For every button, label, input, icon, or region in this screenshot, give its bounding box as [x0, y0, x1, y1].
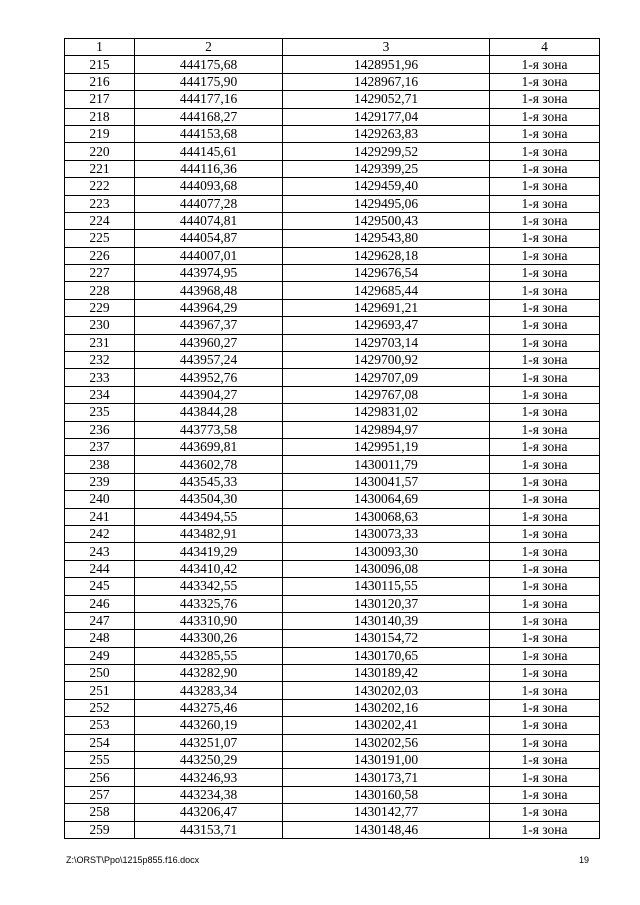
zone-cell: 1-я зона — [490, 73, 600, 90]
y-coordinate-cell: 1429052,71 — [283, 91, 490, 108]
point-number-cell: 241 — [65, 508, 135, 525]
point-number-cell: 244 — [65, 560, 135, 577]
y-coordinate-cell: 1430093,30 — [283, 543, 490, 560]
zone-cell: 1-я зона — [490, 265, 600, 282]
zone-cell: 1-я зона — [490, 525, 600, 542]
table-row — [65, 473, 600, 490]
x-coordinate-cell: 443844,28 — [135, 404, 283, 421]
zone-cell: 1-я зона — [490, 438, 600, 455]
x-coordinate-cell: 444153,68 — [135, 125, 283, 142]
y-coordinate-cell: 1429399,25 — [283, 160, 490, 177]
x-coordinate-cell: 443260,19 — [135, 717, 283, 734]
table-row — [65, 543, 600, 560]
zone-cell: 1-я зона — [490, 299, 600, 316]
zone-cell: 1-я зона — [490, 125, 600, 142]
point-number-cell: 227 — [65, 265, 135, 282]
table-row — [65, 230, 600, 247]
y-coordinate-cell: 1429831,02 — [283, 404, 490, 421]
zone-cell: 1-я зона — [490, 804, 600, 821]
point-number-cell: 234 — [65, 386, 135, 403]
y-coordinate-cell: 1429263,83 — [283, 125, 490, 142]
y-coordinate-cell: 1429543,80 — [283, 230, 490, 247]
table-header-row — [65, 39, 600, 56]
table-row — [65, 821, 600, 838]
y-coordinate-cell: 1430096,08 — [283, 560, 490, 577]
zone-cell: 1-я зона — [490, 717, 600, 734]
zone-cell: 1-я зона — [490, 699, 600, 716]
table-body — [65, 56, 600, 839]
y-coordinate-cell: 1430073,33 — [283, 525, 490, 542]
table-row — [65, 160, 600, 177]
table-row — [65, 717, 600, 734]
x-coordinate-cell: 443967,37 — [135, 317, 283, 334]
zone-cell: 1-я зона — [490, 230, 600, 247]
x-coordinate-cell: 443904,27 — [135, 386, 283, 403]
x-coordinate-cell: 443952,76 — [135, 369, 283, 386]
zone-cell: 1-я зона — [490, 352, 600, 369]
point-number-cell: 240 — [65, 491, 135, 508]
y-coordinate-cell: 1429767,08 — [283, 386, 490, 403]
y-coordinate-cell: 1429177,04 — [283, 108, 490, 125]
table-row — [65, 804, 600, 821]
coordinates-table — [64, 38, 600, 839]
table-row — [65, 91, 600, 108]
x-coordinate-cell: 443494,55 — [135, 508, 283, 525]
zone-cell: 1-я зона — [490, 160, 600, 177]
table-row — [65, 699, 600, 716]
x-coordinate-cell: 443602,78 — [135, 456, 283, 473]
table-row — [65, 143, 600, 160]
zone-cell: 1-я зона — [490, 195, 600, 212]
y-coordinate-cell: 1429676,54 — [283, 265, 490, 282]
point-number-cell: 228 — [65, 282, 135, 299]
y-coordinate-cell: 1430115,55 — [283, 578, 490, 595]
y-coordinate-cell: 1430148,46 — [283, 821, 490, 838]
table-row — [65, 647, 600, 664]
point-number-cell: 259 — [65, 821, 135, 838]
table-row — [65, 438, 600, 455]
y-coordinate-cell: 1430170,65 — [283, 647, 490, 664]
y-coordinate-cell: 1430154,72 — [283, 630, 490, 647]
table-row — [65, 525, 600, 542]
y-coordinate-cell: 1429951,19 — [283, 438, 490, 455]
zone-cell: 1-я зона — [490, 821, 600, 838]
x-coordinate-cell: 443410,42 — [135, 560, 283, 577]
x-coordinate-cell: 443699,81 — [135, 438, 283, 455]
zone-cell: 1-я зона — [490, 560, 600, 577]
point-number-cell: 219 — [65, 125, 135, 142]
y-coordinate-cell: 1429685,44 — [283, 282, 490, 299]
y-coordinate-cell: 1429894,97 — [283, 421, 490, 438]
point-number-cell: 218 — [65, 108, 135, 125]
zone-cell: 1-я зона — [490, 612, 600, 629]
point-number-cell: 221 — [65, 160, 135, 177]
x-coordinate-cell: 444145,61 — [135, 143, 283, 160]
y-coordinate-cell: 1429691,21 — [283, 299, 490, 316]
point-number-cell: 243 — [65, 543, 135, 560]
zone-cell: 1-я зона — [490, 752, 600, 769]
table-row — [65, 334, 600, 351]
point-number-cell: 252 — [65, 699, 135, 716]
zone-cell: 1-я зона — [490, 212, 600, 229]
table-row — [65, 595, 600, 612]
zone-cell: 1-я зона — [490, 473, 600, 490]
zone-cell: 1-я зона — [490, 178, 600, 195]
table-row — [65, 491, 600, 508]
y-coordinate-cell: 1430202,41 — [283, 717, 490, 734]
point-number-cell: 231 — [65, 334, 135, 351]
point-number-cell: 236 — [65, 421, 135, 438]
point-number-cell: 223 — [65, 195, 135, 212]
x-coordinate-cell: 443545,33 — [135, 473, 283, 490]
point-number-cell: 247 — [65, 612, 135, 629]
table-row — [65, 352, 600, 369]
point-number-cell: 253 — [65, 717, 135, 734]
y-coordinate-cell: 1429628,18 — [283, 247, 490, 264]
point-number-cell: 254 — [65, 734, 135, 751]
x-coordinate-cell: 443964,29 — [135, 299, 283, 316]
point-number-cell: 249 — [65, 647, 135, 664]
zone-cell: 1-я зона — [490, 578, 600, 595]
point-number-cell: 217 — [65, 91, 135, 108]
column-header-1: 1 — [65, 39, 135, 56]
x-coordinate-cell: 443310,90 — [135, 612, 283, 629]
page-number: 19 — [579, 855, 590, 865]
x-coordinate-cell: 443325,76 — [135, 595, 283, 612]
y-coordinate-cell: 1430191,00 — [283, 752, 490, 769]
y-coordinate-cell: 1429495,06 — [283, 195, 490, 212]
x-coordinate-cell: 443960,27 — [135, 334, 283, 351]
x-coordinate-cell: 444077,28 — [135, 195, 283, 212]
zone-cell: 1-я зона — [490, 456, 600, 473]
y-coordinate-cell: 1430068,63 — [283, 508, 490, 525]
x-coordinate-cell: 444093,68 — [135, 178, 283, 195]
table-row — [65, 247, 600, 264]
point-number-cell: 239 — [65, 473, 135, 490]
x-coordinate-cell: 443251,07 — [135, 734, 283, 751]
y-coordinate-cell: 1430011,79 — [283, 456, 490, 473]
x-coordinate-cell: 443974,95 — [135, 265, 283, 282]
table-row — [65, 456, 600, 473]
point-number-cell: 216 — [65, 73, 135, 90]
x-coordinate-cell: 443504,30 — [135, 491, 283, 508]
table-row — [65, 178, 600, 195]
x-coordinate-cell: 443275,46 — [135, 699, 283, 716]
y-coordinate-cell: 1430160,58 — [283, 786, 490, 803]
y-coordinate-cell: 1428967,16 — [283, 73, 490, 90]
y-coordinate-cell: 1430189,42 — [283, 665, 490, 682]
table-row — [65, 317, 600, 334]
x-coordinate-cell: 443285,55 — [135, 647, 283, 664]
y-coordinate-cell: 1429693,47 — [283, 317, 490, 334]
x-coordinate-cell: 443246,93 — [135, 769, 283, 786]
point-number-cell: 235 — [65, 404, 135, 421]
table-row — [65, 578, 600, 595]
point-number-cell: 233 — [65, 369, 135, 386]
zone-cell: 1-я зона — [490, 786, 600, 803]
zone-cell: 1-я зона — [490, 369, 600, 386]
point-number-cell: 257 — [65, 786, 135, 803]
table-row — [65, 73, 600, 90]
y-coordinate-cell: 1429703,14 — [283, 334, 490, 351]
x-coordinate-cell: 443773,58 — [135, 421, 283, 438]
x-coordinate-cell: 443282,90 — [135, 665, 283, 682]
table-row — [65, 508, 600, 525]
point-number-cell: 230 — [65, 317, 135, 334]
y-coordinate-cell: 1430140,39 — [283, 612, 490, 629]
x-coordinate-cell: 444175,90 — [135, 73, 283, 90]
point-number-cell: 229 — [65, 299, 135, 316]
point-number-cell: 225 — [65, 230, 135, 247]
y-coordinate-cell: 1430202,56 — [283, 734, 490, 751]
x-coordinate-cell: 443957,24 — [135, 352, 283, 369]
zone-cell: 1-я зона — [490, 647, 600, 664]
table-row — [65, 769, 600, 786]
x-coordinate-cell: 443968,48 — [135, 282, 283, 299]
table-row — [65, 682, 600, 699]
y-coordinate-cell: 1430120,37 — [283, 595, 490, 612]
zone-cell: 1-я зона — [490, 386, 600, 403]
zone-cell: 1-я зона — [490, 421, 600, 438]
x-coordinate-cell: 443153,71 — [135, 821, 283, 838]
zone-cell: 1-я зона — [490, 334, 600, 351]
y-coordinate-cell: 1430041,57 — [283, 473, 490, 490]
table-row — [65, 195, 600, 212]
point-number-cell: 237 — [65, 438, 135, 455]
x-coordinate-cell: 443206,47 — [135, 804, 283, 821]
zone-cell: 1-я зона — [490, 404, 600, 421]
point-number-cell: 251 — [65, 682, 135, 699]
x-coordinate-cell: 443234,38 — [135, 786, 283, 803]
table-row — [65, 56, 600, 73]
point-number-cell: 248 — [65, 630, 135, 647]
x-coordinate-cell: 443283,34 — [135, 682, 283, 699]
zone-cell: 1-я зона — [490, 247, 600, 264]
point-number-cell: 224 — [65, 212, 135, 229]
point-number-cell: 255 — [65, 752, 135, 769]
zone-cell: 1-я зона — [490, 595, 600, 612]
point-number-cell: 222 — [65, 178, 135, 195]
zone-cell: 1-я зона — [490, 91, 600, 108]
point-number-cell: 245 — [65, 578, 135, 595]
y-coordinate-cell: 1429459,40 — [283, 178, 490, 195]
point-number-cell: 250 — [65, 665, 135, 682]
column-header-4: 4 — [490, 39, 600, 56]
point-number-cell: 242 — [65, 525, 135, 542]
zone-cell: 1-я зона — [490, 543, 600, 560]
zone-cell: 1-я зона — [490, 491, 600, 508]
table-row — [65, 752, 600, 769]
point-number-cell: 220 — [65, 143, 135, 160]
zone-cell: 1-я зона — [490, 665, 600, 682]
zone-cell: 1-я зона — [490, 508, 600, 525]
table-row — [65, 786, 600, 803]
y-coordinate-cell: 1429299,52 — [283, 143, 490, 160]
table-row — [65, 421, 600, 438]
point-number-cell: 246 — [65, 595, 135, 612]
point-number-cell: 256 — [65, 769, 135, 786]
x-coordinate-cell: 444168,27 — [135, 108, 283, 125]
y-coordinate-cell: 1429707,09 — [283, 369, 490, 386]
y-coordinate-cell: 1430202,03 — [283, 682, 490, 699]
y-coordinate-cell: 1430142,77 — [283, 804, 490, 821]
table-row — [65, 734, 600, 751]
x-coordinate-cell: 443419,29 — [135, 543, 283, 560]
table-row — [65, 386, 600, 403]
column-header-2: 2 — [135, 39, 283, 56]
y-coordinate-cell: 1430064,69 — [283, 491, 490, 508]
zone-cell: 1-я зона — [490, 769, 600, 786]
table-row — [65, 125, 600, 142]
x-coordinate-cell: 444054,87 — [135, 230, 283, 247]
y-coordinate-cell: 1430202,16 — [283, 699, 490, 716]
x-coordinate-cell: 443342,55 — [135, 578, 283, 595]
table-row — [65, 265, 600, 282]
table-row — [65, 108, 600, 125]
y-coordinate-cell: 1429700,92 — [283, 352, 490, 369]
x-coordinate-cell: 443482,91 — [135, 525, 283, 542]
zone-cell: 1-я зона — [490, 682, 600, 699]
table-row — [65, 404, 600, 421]
table-row — [65, 369, 600, 386]
column-header-3: 3 — [283, 39, 490, 56]
table-row — [65, 282, 600, 299]
zone-cell: 1-я зона — [490, 56, 600, 73]
table-row — [65, 212, 600, 229]
zone-cell: 1-я зона — [490, 108, 600, 125]
x-coordinate-cell: 443300,26 — [135, 630, 283, 647]
x-coordinate-cell: 444007,01 — [135, 247, 283, 264]
table-row — [65, 665, 600, 682]
point-number-cell: 226 — [65, 247, 135, 264]
x-coordinate-cell: 444116,36 — [135, 160, 283, 177]
zone-cell: 1-я зона — [490, 282, 600, 299]
zone-cell: 1-я зона — [490, 143, 600, 160]
table-row — [65, 299, 600, 316]
y-coordinate-cell: 1430173,71 — [283, 769, 490, 786]
table-row — [65, 560, 600, 577]
x-coordinate-cell: 444177,16 — [135, 91, 283, 108]
zone-cell: 1-я зона — [490, 317, 600, 334]
y-coordinate-cell: 1429500,43 — [283, 212, 490, 229]
table-row — [65, 630, 600, 647]
footer-file-path: Z:\ORST\Ppo\1215p855.f16.docx — [66, 855, 200, 865]
zone-cell: 1-я зона — [490, 734, 600, 751]
point-number-cell: 232 — [65, 352, 135, 369]
zone-cell: 1-я зона — [490, 630, 600, 647]
point-number-cell: 238 — [65, 456, 135, 473]
x-coordinate-cell: 443250,29 — [135, 752, 283, 769]
y-coordinate-cell: 1428951,96 — [283, 56, 490, 73]
point-number-cell: 258 — [65, 804, 135, 821]
point-number-cell: 215 — [65, 56, 135, 73]
x-coordinate-cell: 444175,68 — [135, 56, 283, 73]
table-row — [65, 612, 600, 629]
x-coordinate-cell: 444074,81 — [135, 212, 283, 229]
